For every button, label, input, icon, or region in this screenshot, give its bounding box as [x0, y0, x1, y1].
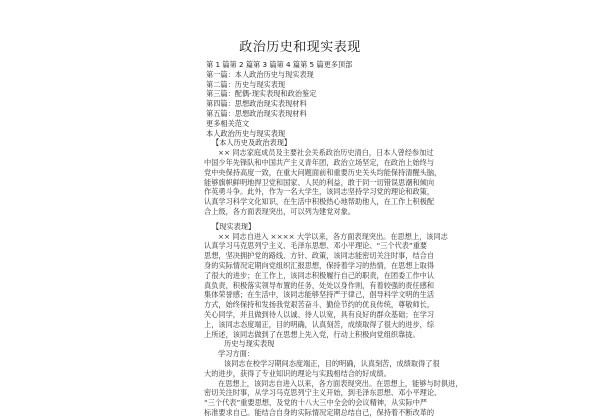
- paragraph-line: 方式，始终保持和发扬我党艰苦奋斗、勤俭节约的优良传统，尊敬师长，: [204, 300, 435, 310]
- section-label: 历史与现实表现: [224, 339, 275, 349]
- article-title: 本人政治历史与现实表现: [206, 128, 286, 138]
- paragraph-line: “三个代表”重要思想，及党的十八大三中全会的会议精神，从实际中严: [204, 398, 428, 408]
- paragraph-line: 合上级，各方面表现突出，可以列为建党对象。: [204, 206, 355, 216]
- paragraph-line: 密切关注时事，从学习马克思列宁主义开始，到毛泽东思想、邓小平理论、: [204, 388, 442, 398]
- section-label: 【现实表现】: [212, 221, 256, 231]
- toc-item-5[interactable]: 第五篇：思想政治现实表现材料: [206, 108, 307, 118]
- paragraph-line: 关心同学，并且做到待人以诚、待人以宽，具有良好的群众基础；在学习: [204, 309, 435, 319]
- paragraph-line: ×× 同志家庭成员及主要社会关系政治历史清白，日本人曾经参加过: [218, 148, 434, 158]
- section-label: 【本人历史及政治表现】: [212, 138, 292, 148]
- paragraph-line: 上所述，该同志做到了在思想上先入党，行动上积极向党组织靠拢。: [204, 329, 420, 339]
- paragraph-line: 能够旗帜鲜明地捍卫党和国家、人民的利益，敢于同一切错误思潮和倾向: [204, 177, 435, 187]
- paragraph-line: 了很大的进步；在工作上，该同志积极履行自己的职责，在团委工作中认: [204, 270, 435, 280]
- paragraph-line: 认真学习马克思列宁主义、毛泽东思想、邓小平理论、“三个代表”重要: [204, 241, 428, 251]
- paragraph-line: 作英勇斗争。此外，作为一名大学生，该同志坚持学习党的理论和政策，: [204, 187, 435, 197]
- toc-item-1[interactable]: 第一篇：本人政治历史与现实表现: [206, 69, 314, 79]
- paragraph-line: 在思想上，该同志自进入以来，各方面表现突出。在思想上，能够与时俱进，: [218, 378, 463, 388]
- paragraph-line: 该同志在校学习期间态度端正，目的明确，认真刻苦，成绩取得了很: [224, 358, 440, 368]
- paragraph-line: 集体荣誉感；在生活中，该同志能够坚持严于律己，倡导科学文明的生活: [204, 290, 435, 300]
- document-body: [204, 60, 463, 418]
- page-nav-links[interactable]: 第 1 篇第 2 篇第 3 篇第 4 篇第 5 篇更多顶部: [206, 60, 353, 69]
- paragraph-line: 中国少年先锋队和中国共产主义青年团，政治立场坚定，在政治上始终与: [204, 157, 435, 167]
- paragraph-line: 上，该同志态度端正，目的明确，认真刻苦，成绩取得了很大的进步，综: [204, 319, 435, 329]
- paragraph-line: 标准要求自己。能结合自身的实际情况定期总结自己，保持着不断改革的: [204, 407, 435, 417]
- subsection-label: 学习方面：: [218, 349, 254, 359]
- toc-item-3[interactable]: 第三篇：配偶-现实表现和政治鉴定: [206, 89, 317, 99]
- paragraph-line: 思想，坚决拥护党的路线、方针、政策，该同志能密切关注时事，结合自: [204, 251, 435, 261]
- paragraph-line: 身的实际情况定期向党组织汇报思想，保持着学习的热情，在思想上取得: [204, 260, 435, 270]
- toc-item-2[interactable]: 第二篇：历史与现实表现: [206, 79, 286, 89]
- paragraph-line: 认真学习科学文化知识，在生活中积极热心地帮助他人，在工作上积极配: [204, 197, 435, 207]
- document-title: 政治历史和现实表现: [239, 40, 361, 55]
- toc-item-4[interactable]: 第四篇：思想政治现实表现材料: [206, 99, 307, 109]
- more-related-link[interactable]: 更多相关范文: [206, 118, 250, 128]
- paragraph-line: ×× 同志自进入 ×××× 大学以来，各方面表现突出。在思想上，该同志: [218, 231, 448, 241]
- paragraph-line: 真负责，积极落实领导布置的任务，处处以身作则，有着较强的责任感和: [204, 280, 435, 290]
- paragraph-line: 大的进步，获得了专业知识的理论与实践相结合的好成绩。: [204, 368, 391, 378]
- paragraph-line: 党中央保持高度一致，在重大问题面前和重要历史关头均能保持清醒头脑，: [204, 167, 442, 177]
